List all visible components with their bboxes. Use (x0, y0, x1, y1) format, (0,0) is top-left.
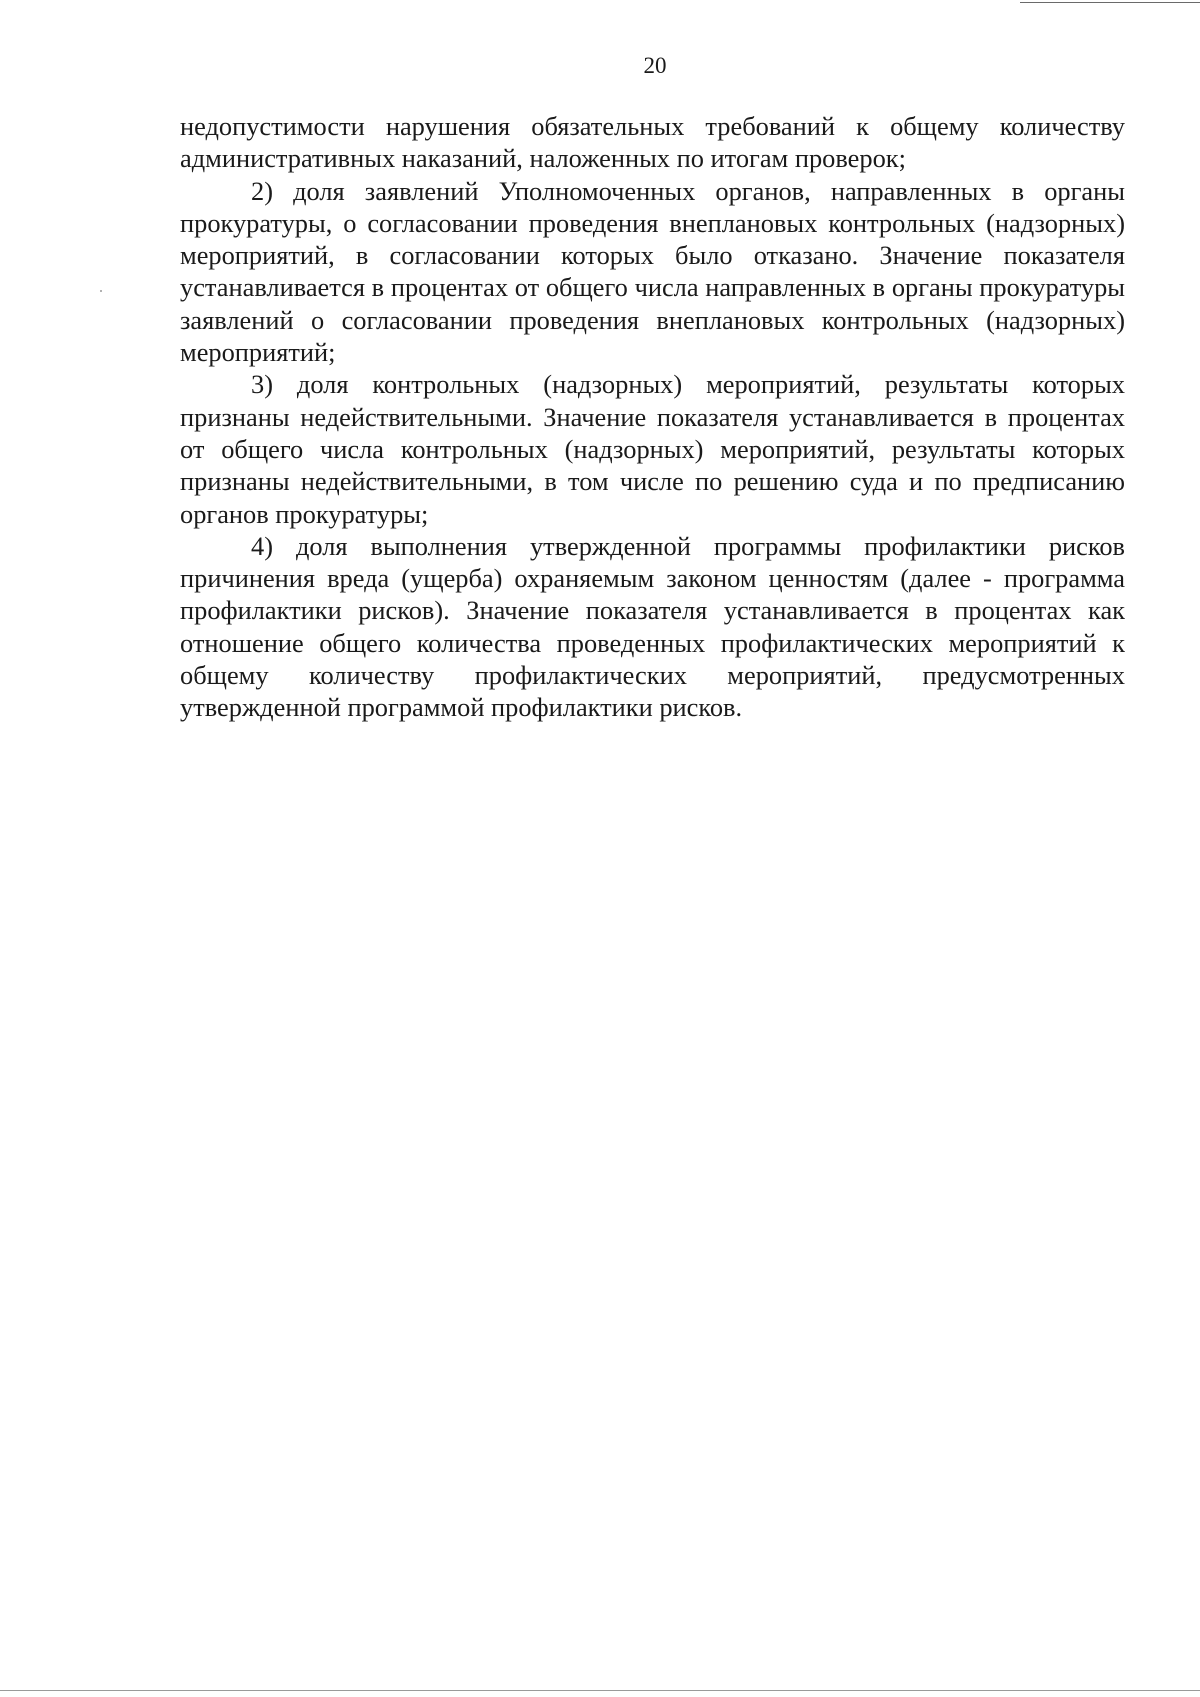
paragraph-item-4: 4) доля выполнения утвержденной программы профилактики рисков причинения вреда (ущерба) охраняемым законом ценностям (далее - программа профилактики рисков). Значение показателя устанавливается в процентах как отношение общего количества проведенных профилактических мероприятий к общему количеству профилактических мероприятий, предусмотренных утвержденной программой профилактики рисков. (180, 530, 1125, 723)
scan-edge-line-bottom (0, 1690, 1200, 1691)
scan-edge-line-top (1020, 2, 1200, 3)
paragraph-item-3: 3) доля контрольных (надзорных) мероприятий, результаты которых признаны недействительными. Значение показателя устанавливается в процентах от общего числа контрольных (надзорных) мероприятий, результаты которых признаны недействительными, в том числе по решению суда и по предписанию органов прокуратуры; (180, 369, 1125, 529)
paragraph-item-2: 2) доля заявлений Уполномоченных органов, направленных в органы прокуратуры, о согласовании проведения внеплановых контрольных (надзорных) мероприятий, в согласовании которых было отказано. Значение показателя устанавливается в процентах от общего числа направленных в органы прокуратуры заявлений о согласовании проведения внеплановых контрольных (надзорных) мероприятий; (180, 175, 1125, 368)
page-number: 20 (643, 53, 667, 78)
scan-speck (100, 290, 102, 292)
document-body (180, 110, 1125, 724)
paragraph-continuation: недопустимости нарушения обязательных требований к общему количеству административных наказаний, наложенных по итогам проверок; (180, 111, 1125, 174)
